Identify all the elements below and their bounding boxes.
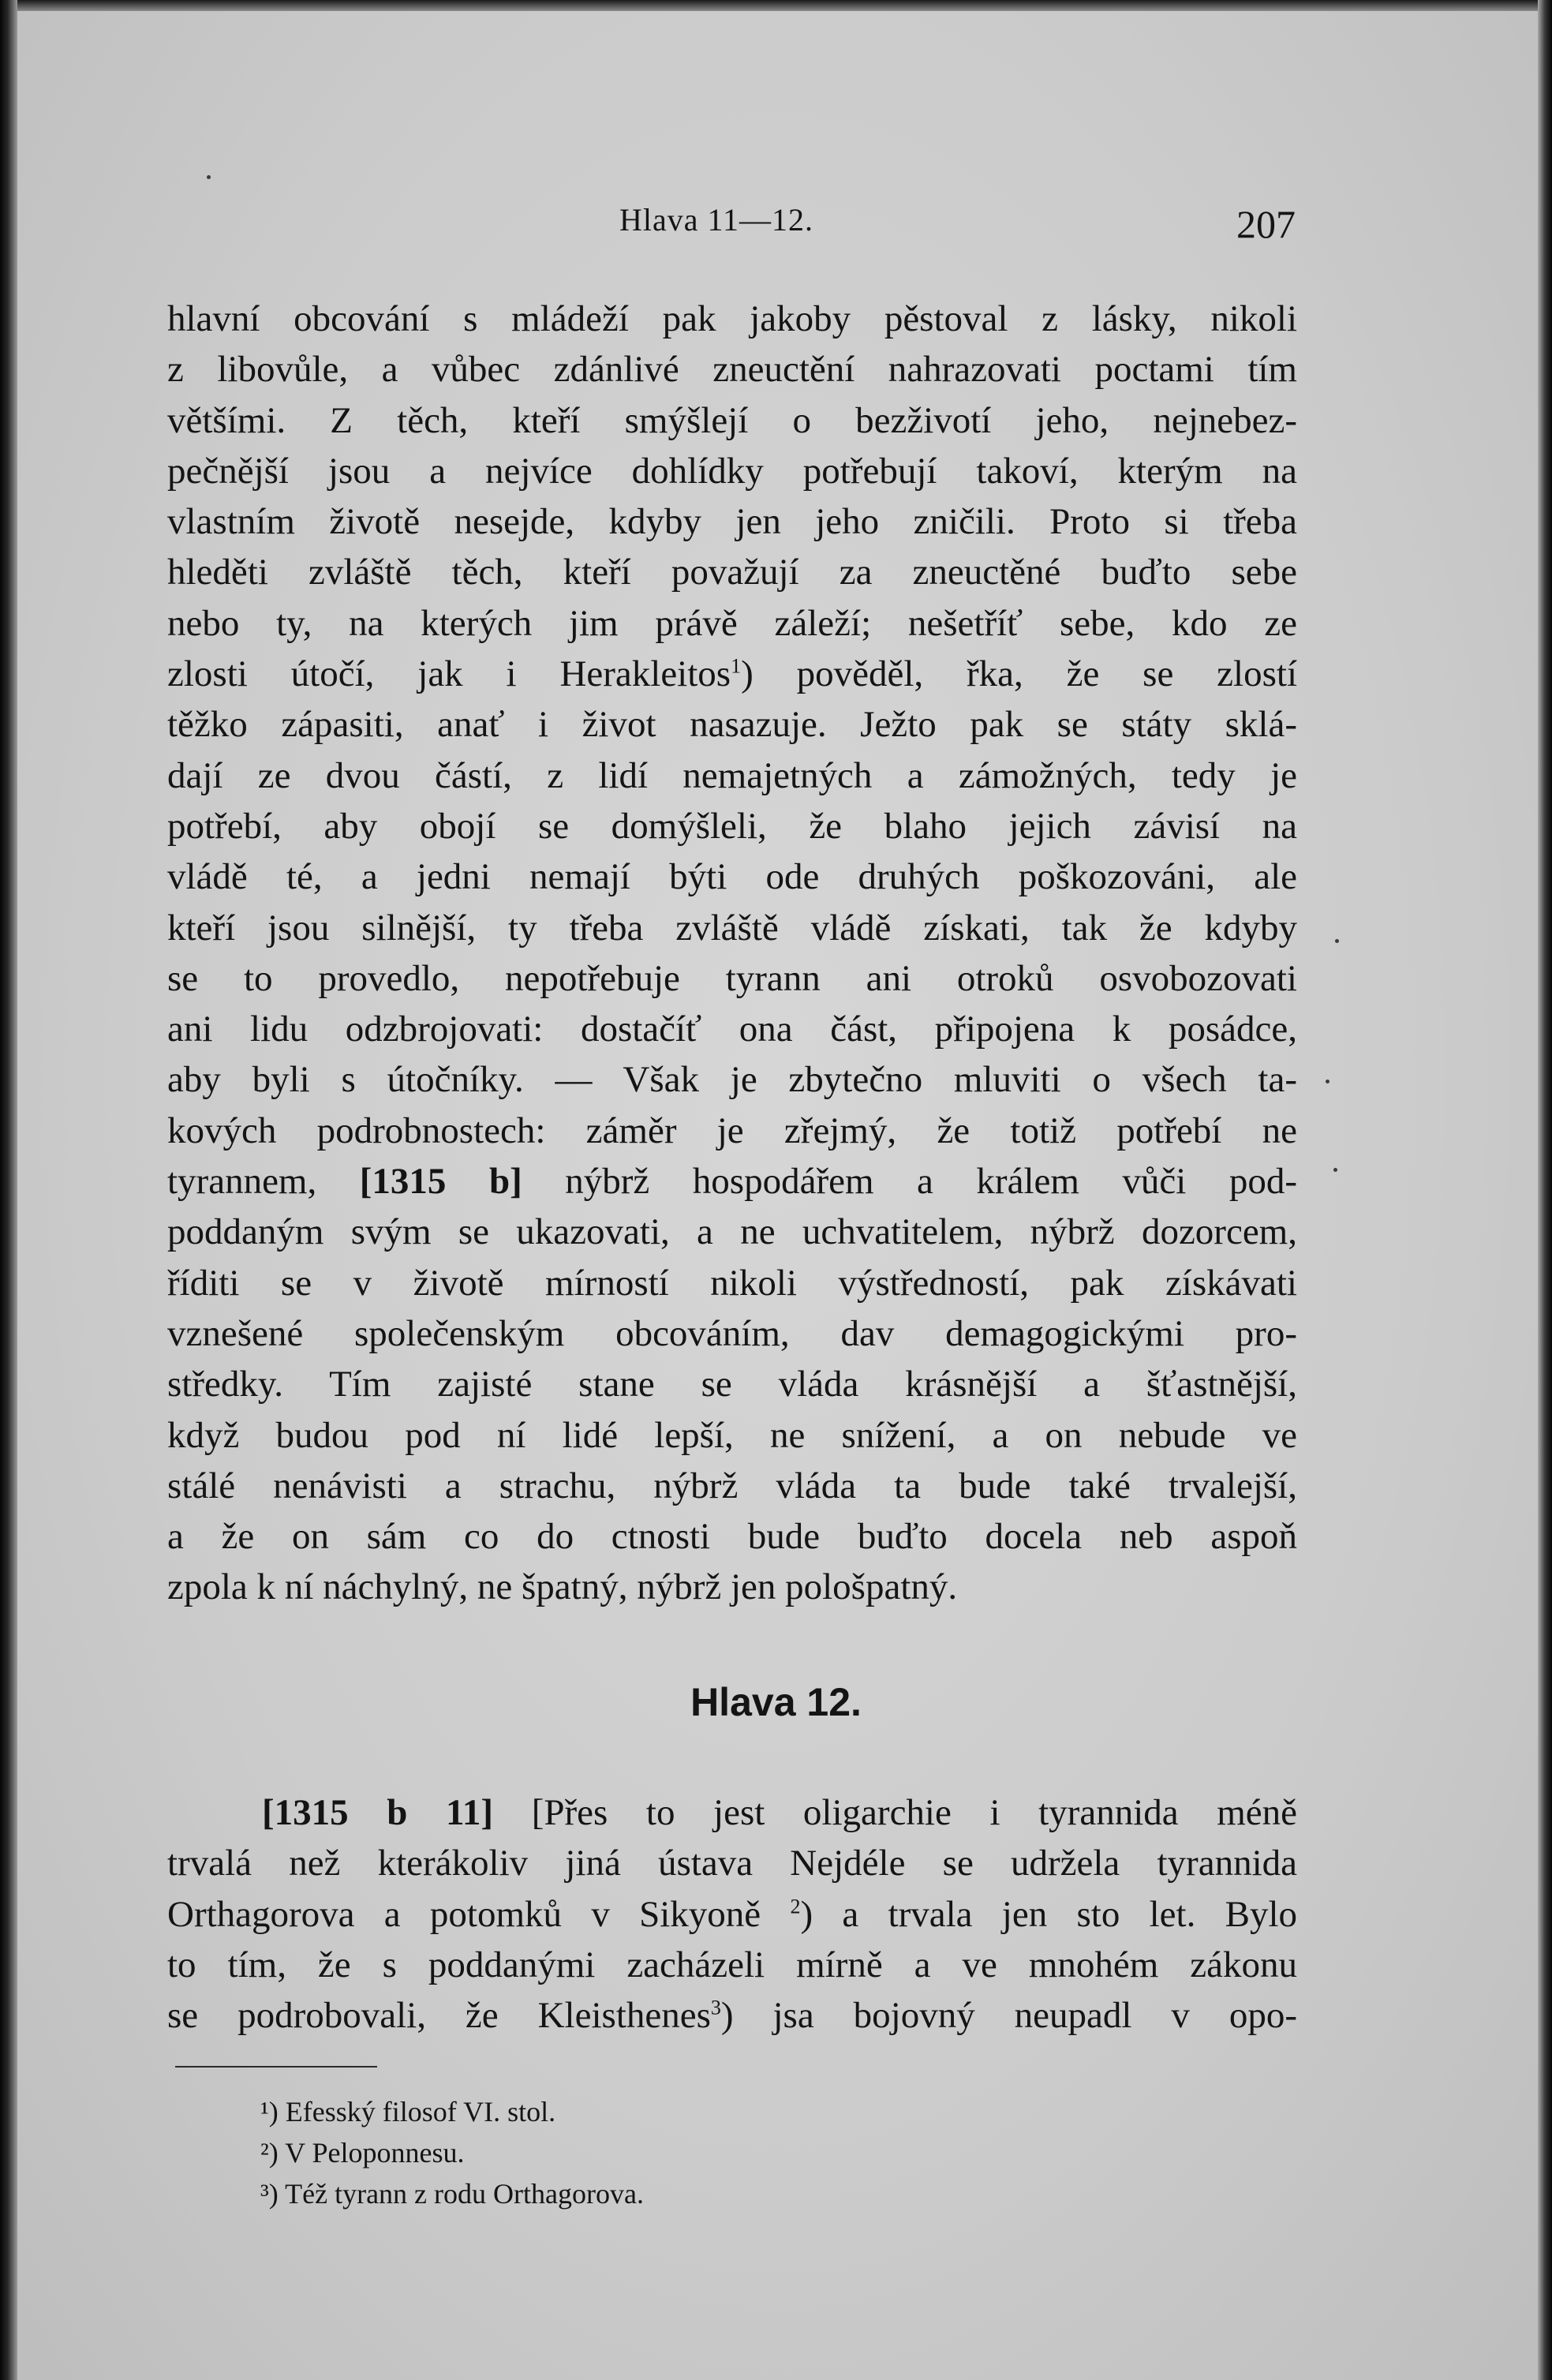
text-line: zpola k ní náchylný, ne špatný, nýbrž jen pološpatný. (167, 1566, 958, 1608)
text-line: to tím, že s poddanými zacházeli mírně a ve mnohém zákonu (167, 1944, 1297, 1985)
speck-mark (1326, 1080, 1329, 1083)
text-line: hlavní obcování s mládeží pak jakoby pěstoval z lásky, nikoli (167, 298, 1297, 339)
footnote-ref-2: 2 (790, 1894, 801, 1918)
text-line: nebo ty, na kterých jim právě záleží; nešetříť sebe, kdo ze (167, 602, 1297, 644)
text-line: většími. Z těch, kteří smýšlejí o bezživotí jeho, nejnebez- (167, 399, 1297, 441)
speck-mark (1333, 1168, 1337, 1172)
footnote-mark: ³) (260, 2178, 279, 2210)
chapter-text (167, 1787, 1297, 2041)
text-segment: ) jsa bojovný neupadl v opo- (720, 1995, 1297, 2037)
speck-mark (1335, 939, 1339, 943)
text-line-heraclitus (167, 649, 1297, 699)
scan-edge-left (0, 0, 17, 2380)
running-head: Hlava 11—12. (619, 202, 814, 238)
footnote-divider (175, 2066, 377, 2068)
footnote-text: Též tyrann z rodu Orthagorova. (285, 2178, 644, 2210)
body-text (167, 294, 1297, 1613)
text-line: hleděti zvláště těch, kteří považují za zneuctěné buďto sebe (167, 552, 1297, 593)
page-number: 207 (1236, 202, 1296, 246)
text-line: poddaným svým se ukazovati, a ne uchvatitelem, nýbrž dozorcem, (167, 1211, 1297, 1253)
scan-edge-right (1538, 0, 1552, 2380)
footnote-text: Efesský filosof VI. stol. (285, 2096, 556, 2127)
text-line: a že on sám co do ctnosti bude buďto docela neb aspoň (167, 1516, 1297, 1558)
text-line: z libovůle, a vůbec zdánlivé zneuctění nahrazovati poctami tím (167, 349, 1297, 391)
bekker-reference: [1315 b] (359, 1161, 522, 1203)
text-line: potřebí, aby obojí se domýšleli, že blaho jejich závisí na (167, 805, 1297, 847)
text-line: dají ze dvou částí, z lidí nemajetných a zámožných, tedy je (167, 754, 1297, 796)
text-line (167, 1787, 1297, 1838)
footnote (260, 2091, 1207, 2132)
text-segment: ) a trvala jen sto let. Bylo (800, 1893, 1298, 1935)
footnote-ref-3: 3 (710, 1996, 721, 2019)
bekker-reference: [1315 b 11] (262, 1792, 494, 1833)
text-line-tyrannem (167, 1156, 1297, 1207)
text-line: se to provedlo, nepotřebuje tyrann ani otroků osvobozovati (167, 957, 1297, 999)
text-line: kových podrobnostech: záměr je zřejmý, že totiž potřebí ne (167, 1110, 1297, 1151)
text-line: kteří jsou silnější, ty třeba zvláště vládě získati, tak že kdyby (167, 907, 1297, 949)
text-segment: zlosti útočí, jak i Herakleitos (167, 653, 731, 695)
text-segment: ) pověděl, řka, že se zlostí (741, 653, 1297, 695)
text-line: stálé nenávisti a strachu, nýbrž vláda ta bude také trvalejší, (167, 1465, 1297, 1506)
text-line: vlastním životě nesejde, kdyby jen jeho zničili. Proto si třeba (167, 501, 1297, 543)
page-header (166, 201, 1296, 249)
text-line: vznešené společenským obcováním, dav demagogickými pro- (167, 1312, 1297, 1354)
speck-mark (207, 175, 211, 179)
chapter-heading: Hlava 12. (690, 1680, 862, 1724)
footnote (260, 2173, 1207, 2214)
text-line: ani lidu odzbrojovati: dostačíť ona část, připojena k posádce, (167, 1009, 1297, 1050)
footnote-ref-1: 1 (731, 654, 742, 678)
footnotes (260, 2091, 1207, 2214)
footnote (260, 2132, 1207, 2173)
text-line (167, 1889, 1297, 1940)
text-segment: nýbrž hospodářem a králem vůči pod- (565, 1161, 1298, 1203)
text-segment: tyrannem, (167, 1161, 317, 1203)
text-line: trvalá než kterákoliv jiná ústava Nejdéle se udržela tyrannida (167, 1843, 1297, 1884)
text-line: aby byli s útočníky. — Však je zbytečno mluviti o všech ta- (167, 1059, 1297, 1101)
footnote-mark: ¹) (260, 2096, 279, 2127)
text-segment: [Přes to jest oligarchie i tyrannida méně (531, 1792, 1297, 1833)
text-line (167, 1990, 1297, 2041)
text-line: vládě té, a jedni nemají býti ode druhých poškozováni, ale (167, 856, 1297, 898)
text-line: středky. Tím zajisté stane se vláda krásnější a šťastnější, (167, 1364, 1297, 1405)
text-line: pečnější jsou a nejvíce dohlídky potřebují takoví, kterým na (167, 450, 1297, 492)
scan-edge-top (0, 0, 1552, 11)
footnote-text: V Peloponnesu. (285, 2137, 465, 2169)
text-segment: se podrobovali, že Kleisthenes (167, 1995, 711, 2037)
text-line: říditi se v životě mírností nikoli výstředností, pak získávati (167, 1262, 1297, 1304)
text-line: těžko zápasiti, anať i život nasazuje. Ježto pak se státy sklá- (167, 704, 1297, 746)
footnote-mark: ²) (260, 2137, 279, 2169)
text-segment: Orthagorova a potomků v Sikyoně (167, 1893, 761, 1935)
text-line: když budou pod ní lidé lepší, ne snížení, a on nebude ve (167, 1414, 1297, 1456)
